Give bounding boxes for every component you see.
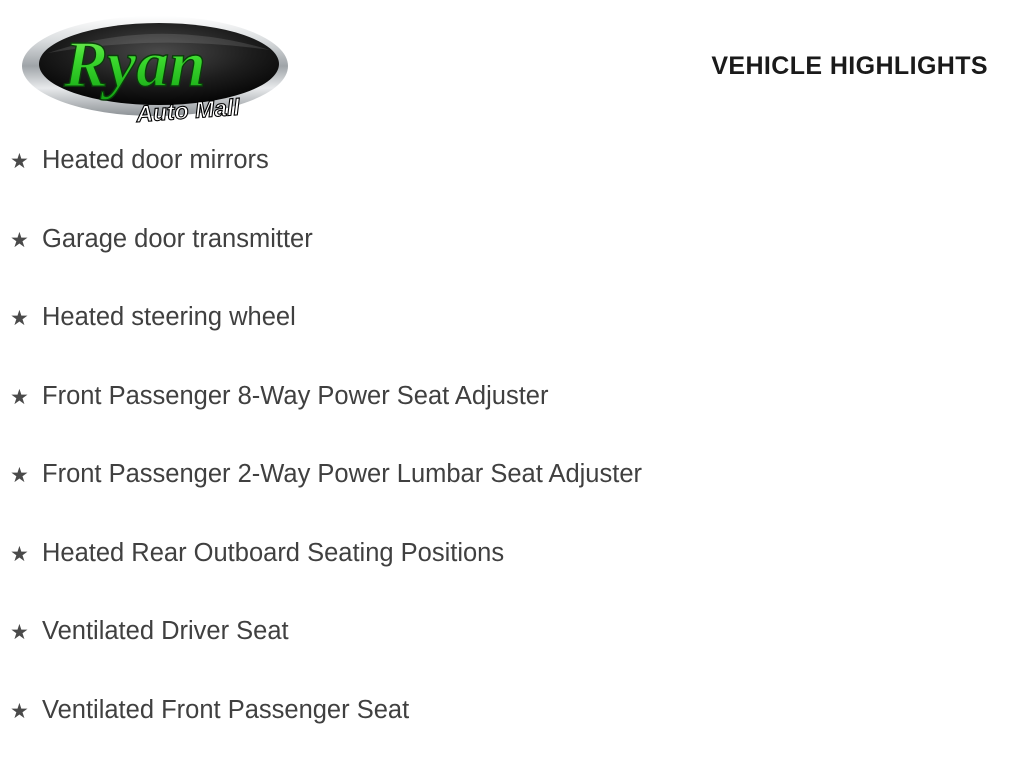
highlight-item xyxy=(0,382,1024,461)
highlight-item xyxy=(0,696,1024,774)
star-icon: ★ xyxy=(10,230,42,251)
star-icon: ★ xyxy=(10,544,42,565)
highlight-item xyxy=(0,303,1024,382)
highlight-label: Garage door transmitter xyxy=(42,225,313,253)
highlight-item xyxy=(0,225,1024,304)
star-icon: ★ xyxy=(10,465,42,486)
star-icon: ★ xyxy=(10,622,42,643)
page-title: VEHICLE HIGHLIGHTS xyxy=(711,52,988,81)
highlight-label: Ventilated Front Passenger Seat xyxy=(42,696,409,724)
page-header xyxy=(0,0,1024,130)
highlight-label: Ventilated Driver Seat xyxy=(42,617,289,645)
svg-text:Auto Mall: Auto Mall xyxy=(134,94,241,126)
highlight-item xyxy=(0,539,1024,618)
highlight-label: Heated steering wheel xyxy=(42,303,296,331)
highlight-item xyxy=(0,146,1024,225)
highlight-label: Front Passenger 8-Way Power Seat Adjuster xyxy=(42,382,548,410)
svg-text:Ryan: Ryan xyxy=(63,28,206,101)
vehicle-highlights-list xyxy=(0,146,1024,774)
highlight-label: Front Passenger 2-Way Power Lumbar Seat Adjuster xyxy=(42,460,642,488)
star-icon: ★ xyxy=(10,308,42,329)
highlight-item xyxy=(0,617,1024,696)
star-icon: ★ xyxy=(10,151,42,172)
star-icon: ★ xyxy=(10,387,42,408)
highlight-label: Heated door mirrors xyxy=(42,146,269,174)
star-icon: ★ xyxy=(10,701,42,722)
ryan-auto-mall-logo xyxy=(18,8,293,126)
highlight-label: Heated Rear Outboard Seating Positions xyxy=(42,539,504,567)
highlight-item xyxy=(0,460,1024,539)
